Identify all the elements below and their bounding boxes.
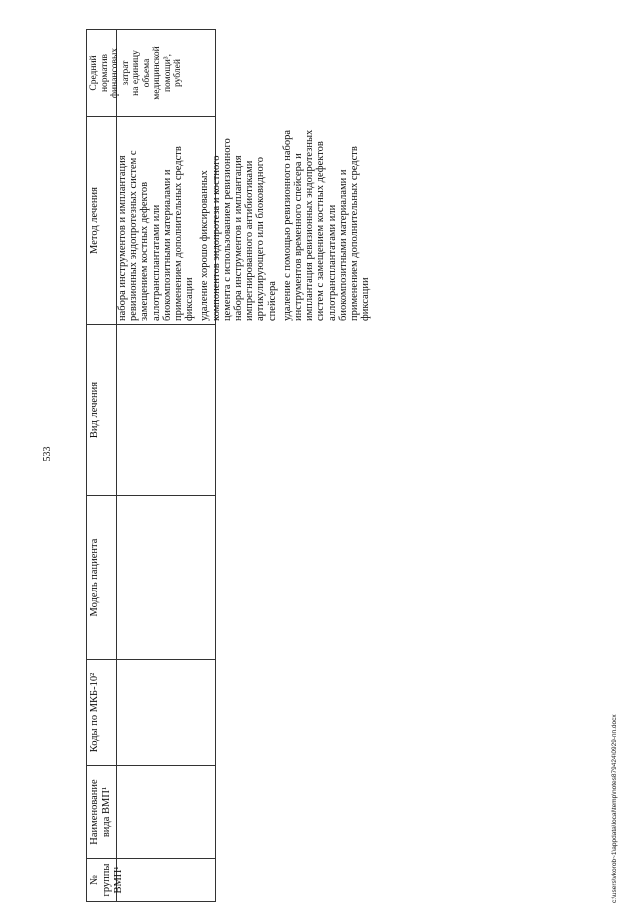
method-paragraph: удаление хорошо фиксированных компонентов эндопротеза и костного цемента с использованием ревизионного набора инструментов и имплантация импрегнированного антибиотиками артикулирующего или блоковидного спейсера bbox=[199, 138, 278, 321]
header-patient-model: Модель пациента bbox=[89, 538, 100, 617]
document-file-path: c:\users\vkorob~1\appdata\local\temp\notes879424\0929-пп.docx bbox=[611, 714, 618, 903]
col-border bbox=[86, 901, 216, 902]
method-paragraph: набора инструментов и имплантация ревизионных эндопротезных систем с замещением костных дефектов аллотрансплантатами или биокомпозитными материалами и применением дополнительных средств фиксации bbox=[117, 146, 196, 321]
page-number: 533 bbox=[42, 446, 53, 462]
method-paragraph: удаление с помощью ревизионного набора инструментов временного спейсера и имплантация ревизионных эндопротезных систем с замещением костных дефектов аллотрансплантатами или биокомпозитными материалами и применением дополнительных средств фиксации bbox=[281, 129, 372, 321]
header-treatment-method: Метод лечения bbox=[89, 187, 100, 254]
header-icd-codes: Коды по МКБ-10² bbox=[89, 672, 100, 753]
header-avg-cost: Средний норматив финансовых затрат на единицу объема медицинской помощи³, рублей bbox=[89, 46, 183, 100]
header-group-no: № группы ВМП¹ bbox=[89, 863, 124, 897]
header-vmp-name: Наименование вида ВМП¹ bbox=[89, 779, 112, 845]
rotated-page bbox=[86, 29, 372, 902]
vmp-table bbox=[86, 29, 372, 902]
treatment-method-cell bbox=[117, 127, 375, 321]
header-treatment-type: Вид лечения bbox=[89, 381, 100, 439]
